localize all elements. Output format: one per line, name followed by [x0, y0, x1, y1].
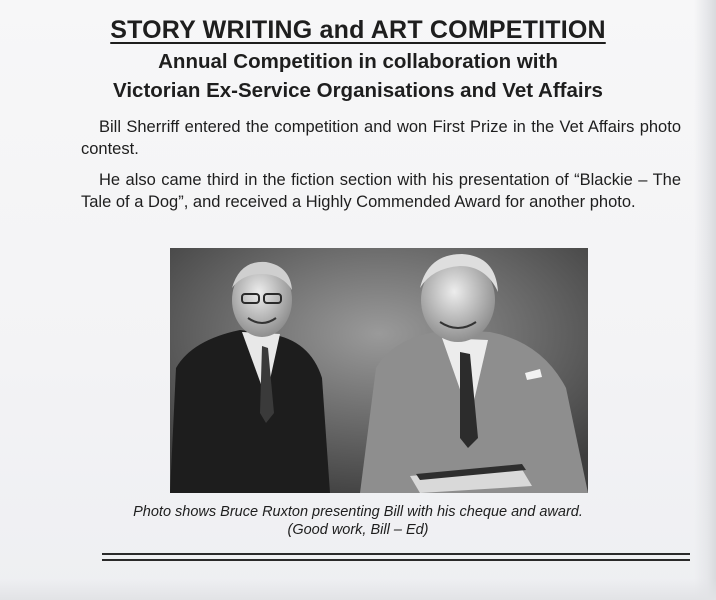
photo-caption-note: (Good work, Bill – Ed) [287, 522, 429, 538]
article-subtitle-line2: Victorian Ex-Service Organisations and Vet Affairs [113, 79, 603, 102]
article-title [0, 16, 716, 45]
article-title-text: STORY WRITING and ART COMPETITION [110, 16, 606, 44]
bottom-divider-rule [102, 553, 690, 555]
paragraph-fiction-third: He also came third in the fiction section with his presentation of “Blackie – The Tale of a Dog”, and received a Highly Commended Award for another photo. [81, 171, 681, 211]
award-photo [170, 248, 588, 493]
paragraph-first-prize: Bill Sherriff entered the competition and won First Prize in the Vet Affairs photo contest. [81, 118, 681, 158]
page-bottom-shadow [0, 578, 716, 600]
award-photo-illustration [170, 248, 588, 493]
bottom-divider-rule-second [102, 559, 690, 561]
article-subtitle-line1: Annual Competition in collaboration with [158, 50, 558, 73]
photo-caption: Photo shows Bruce Ruxton presenting Bill with his cheque and award. [133, 504, 583, 520]
